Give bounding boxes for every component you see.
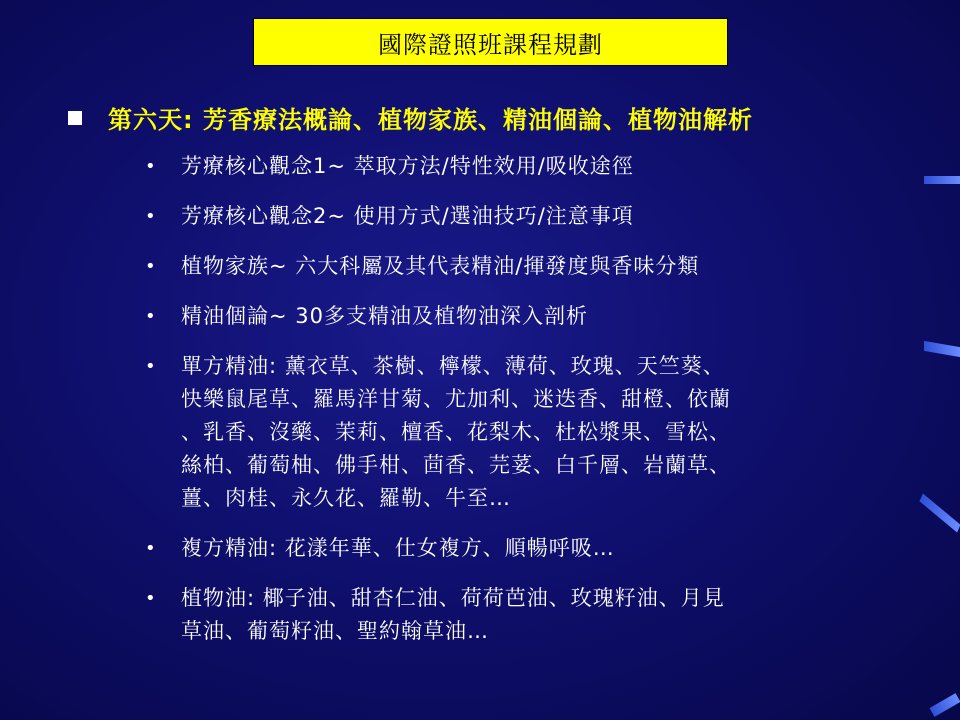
decorative-stripe bbox=[924, 176, 960, 184]
decorative-stripe bbox=[930, 693, 960, 717]
list-item-text: 芳療核心觀念2~ 使用方式/選油技巧/注意事項 bbox=[181, 204, 634, 228]
list-item-text: 單方精油: 薰衣草、茶樹、檸檬、薄荷、玫瑰、天竺葵、 快樂鼠尾草、羅馬洋甘菊、尤加利、迷迭香、甜橙、依蘭 、乳香、沒藥、茉莉、檀香、花梨木、杜松漿果、雪松、 絲柏、葡萄柚、佛手柑、茴香、芫荽、白千層、岩蘭草、 薑、肉桂、永久花、羅勒、牛至… bbox=[181, 354, 731, 510]
bullet-icon: • bbox=[145, 256, 157, 277]
square-bullet-icon bbox=[68, 111, 82, 125]
bullet-icon: • bbox=[145, 156, 157, 177]
list-item-text: 精油個論~ 30多支精油及植物油深入剖析 bbox=[181, 304, 588, 328]
main-heading-row bbox=[68, 100, 948, 135]
main-heading: 第六天: 芳香療法概論、植物家族、精油個論、植物油解析 bbox=[108, 106, 753, 134]
bullet-icon: • bbox=[145, 206, 157, 227]
bullet-list bbox=[145, 150, 905, 665]
bullet-icon: • bbox=[145, 356, 157, 377]
bullet-icon: • bbox=[145, 538, 157, 559]
list-item bbox=[145, 532, 905, 565]
list-item bbox=[145, 200, 905, 233]
list-item bbox=[145, 150, 905, 183]
slide-title-box bbox=[253, 18, 728, 66]
list-item bbox=[145, 300, 905, 333]
list-item bbox=[145, 350, 905, 515]
bullet-icon: • bbox=[145, 306, 157, 327]
decorative-stripe bbox=[924, 341, 960, 357]
list-item-text: 植物油: 椰子油、甜杏仁油、荷荷芭油、玫瑰籽油、月見 草油、葡萄籽油、聖約翰草油… bbox=[181, 586, 725, 643]
decorative-stripe bbox=[919, 493, 960, 532]
list-item-text: 植物家族~ 六大科屬及其代表精油/揮發度與香味分類 bbox=[181, 254, 700, 278]
bullet-icon: • bbox=[145, 588, 157, 609]
slide-title: 國際證照班課程規劃 bbox=[378, 30, 603, 59]
list-item-text: 複方精油: 花漾年華、仕女複方、順暢呼吸… bbox=[181, 536, 615, 560]
list-item bbox=[145, 582, 905, 648]
list-item-text: 芳療核心觀念1~ 萃取方法/特性效用/吸收途徑 bbox=[181, 154, 634, 178]
list-item bbox=[145, 250, 905, 283]
